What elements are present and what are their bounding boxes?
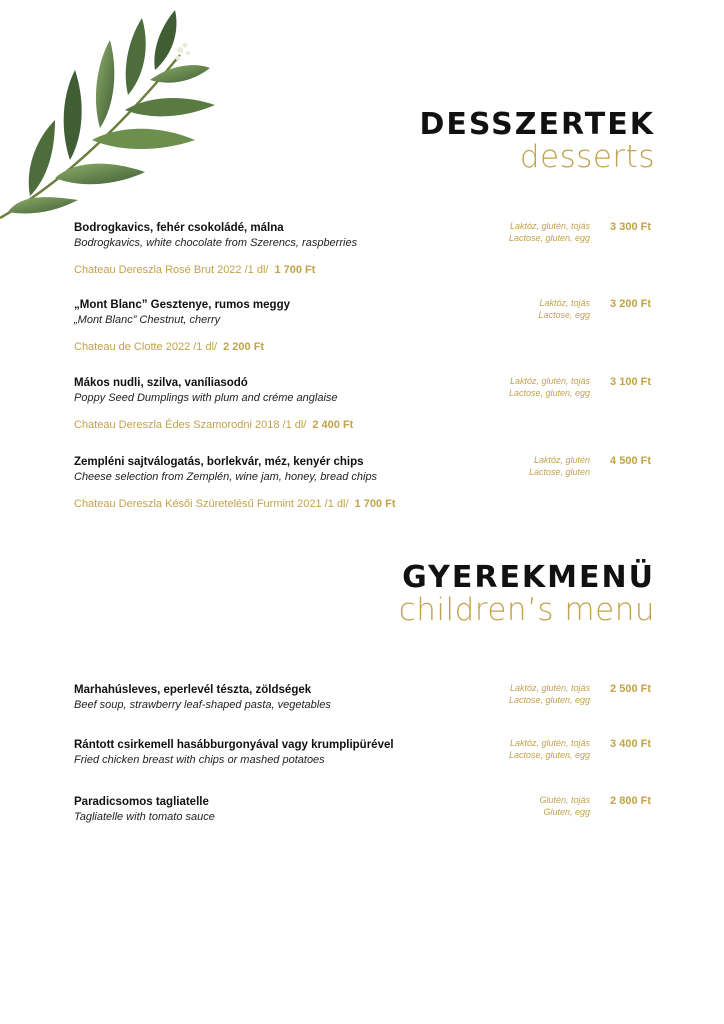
dessert-item	[74, 298, 654, 328]
allergen-hu: Glutén, tojás	[539, 795, 590, 805]
dish-price: 2 500 Ft	[610, 683, 651, 695]
allergen-info	[509, 221, 590, 244]
allergen-en: Lactose, egg	[538, 309, 590, 320]
children-subtitle: children’s menu	[398, 592, 655, 628]
wine-price: 2 200 Ft	[223, 341, 265, 353]
allergen-en: Lactose, gluten, egg	[508, 387, 590, 398]
wine-name: Chateau de Clotte 2022 /1 dl/	[74, 341, 218, 353]
dish-description: Bodrogkavics, white chocolate from Szerencs, raspberries	[74, 237, 358, 249]
allergen-info	[509, 376, 590, 399]
dish-price: 3 100 Ft	[610, 376, 651, 388]
allergen-hu: Laktóz, glutén, tojás	[509, 683, 590, 693]
wine-name: Chateau Dereszla Rosé Brut 2022 /1 dl/	[74, 264, 269, 276]
wine-name: Chateau Dereszla Késői Szüretelésű Furmint 2021 /1 dl/	[74, 498, 349, 510]
allergen-en: Lactose, gluten, egg	[508, 694, 590, 705]
dessert-item	[74, 221, 654, 251]
allergen-hu: Laktóz, glutén	[533, 455, 590, 465]
dish-description: „Mont Blanc” Chestnut, cherry	[74, 314, 221, 326]
dish-name: Bodrogkavics, fehér csokoládé, málna	[74, 222, 284, 234]
dish-price: 2 800 Ft	[610, 795, 651, 807]
wine-pairing	[74, 498, 396, 510]
dish-price: 3 400 Ft	[610, 738, 651, 750]
wine-name: Chateau Dereszla Édes Szamorodni 2018 /1 dl/	[74, 419, 307, 431]
dessert-item	[74, 455, 654, 485]
desserts-title: DESSZERTEK	[419, 107, 655, 142]
dish-description: Fried chicken breast with chips or mashed potatoes	[74, 754, 325, 766]
dish-description: Beef soup, strawberry leaf-shaped pasta, vegetables	[74, 699, 331, 711]
wine-pairing	[74, 264, 315, 276]
allergen-hu: Laktóz, tojás	[539, 298, 590, 308]
dish-description: Poppy Seed Dumplings with plum and créme anglaise	[74, 392, 338, 404]
dish-name: Marhahúsleves, eperlevél tészta, zöldségek	[74, 684, 312, 696]
desserts-subtitle: desserts	[519, 139, 655, 175]
allergen-info	[539, 795, 590, 818]
allergen-info	[529, 455, 590, 478]
wine-price: 1 700 Ft	[274, 264, 316, 276]
dessert-item	[74, 376, 654, 406]
allergen-info	[509, 683, 590, 706]
allergen-en: Lactose, gluten, egg	[508, 749, 590, 760]
allergen-info	[509, 738, 590, 761]
wine-price: 1 700 Ft	[354, 498, 396, 510]
leaf-branch-illustration	[0, 0, 230, 230]
children-item	[74, 683, 654, 713]
allergen-hu: Laktóz, glutén, tojás	[509, 738, 590, 748]
children-item	[74, 738, 654, 768]
wine-pairing	[74, 341, 264, 353]
wine-price: 2 400 Ft	[312, 419, 354, 431]
allergen-info	[538, 298, 590, 321]
dish-price: 3 300 Ft	[610, 221, 651, 233]
dish-name: Zempléni sajtválogatás, borlekvár, méz, kenyér chips	[74, 456, 364, 468]
dish-description: Cheese selection from Zemplén, wine jam, honey, bread chips	[74, 471, 378, 483]
allergen-hu: Laktóz, glutén, tojás	[509, 376, 590, 386]
dish-description: Tagliatelle with tomato sauce	[74, 811, 215, 823]
allergen-en: Lactose, gluten, egg	[508, 232, 590, 243]
dish-name: Paradicsomos tagliatelle	[74, 796, 209, 808]
desserts-heading	[419, 107, 655, 176]
allergen-en: Lactose, gluten	[528, 466, 590, 477]
dish-price: 4 500 Ft	[610, 455, 651, 467]
allergen-en: Gluten, egg	[543, 806, 590, 817]
allergen-hu: Laktóz, glutén, tojás	[509, 221, 590, 231]
dish-name: Mákos nudli, szilva, vaníliasodó	[74, 377, 248, 389]
children-heading	[398, 560, 655, 629]
wine-pairing	[74, 419, 353, 431]
children-item	[74, 795, 654, 825]
children-title: GYEREKMENÜ	[402, 560, 655, 595]
dish-name: „Mont Blanc” Gesztenye, rumos meggy	[74, 299, 290, 311]
dish-name: Rántott csirkemell hasábburgonyával vagy krumplipürével	[74, 739, 394, 751]
dish-price: 3 200 Ft	[610, 298, 651, 310]
